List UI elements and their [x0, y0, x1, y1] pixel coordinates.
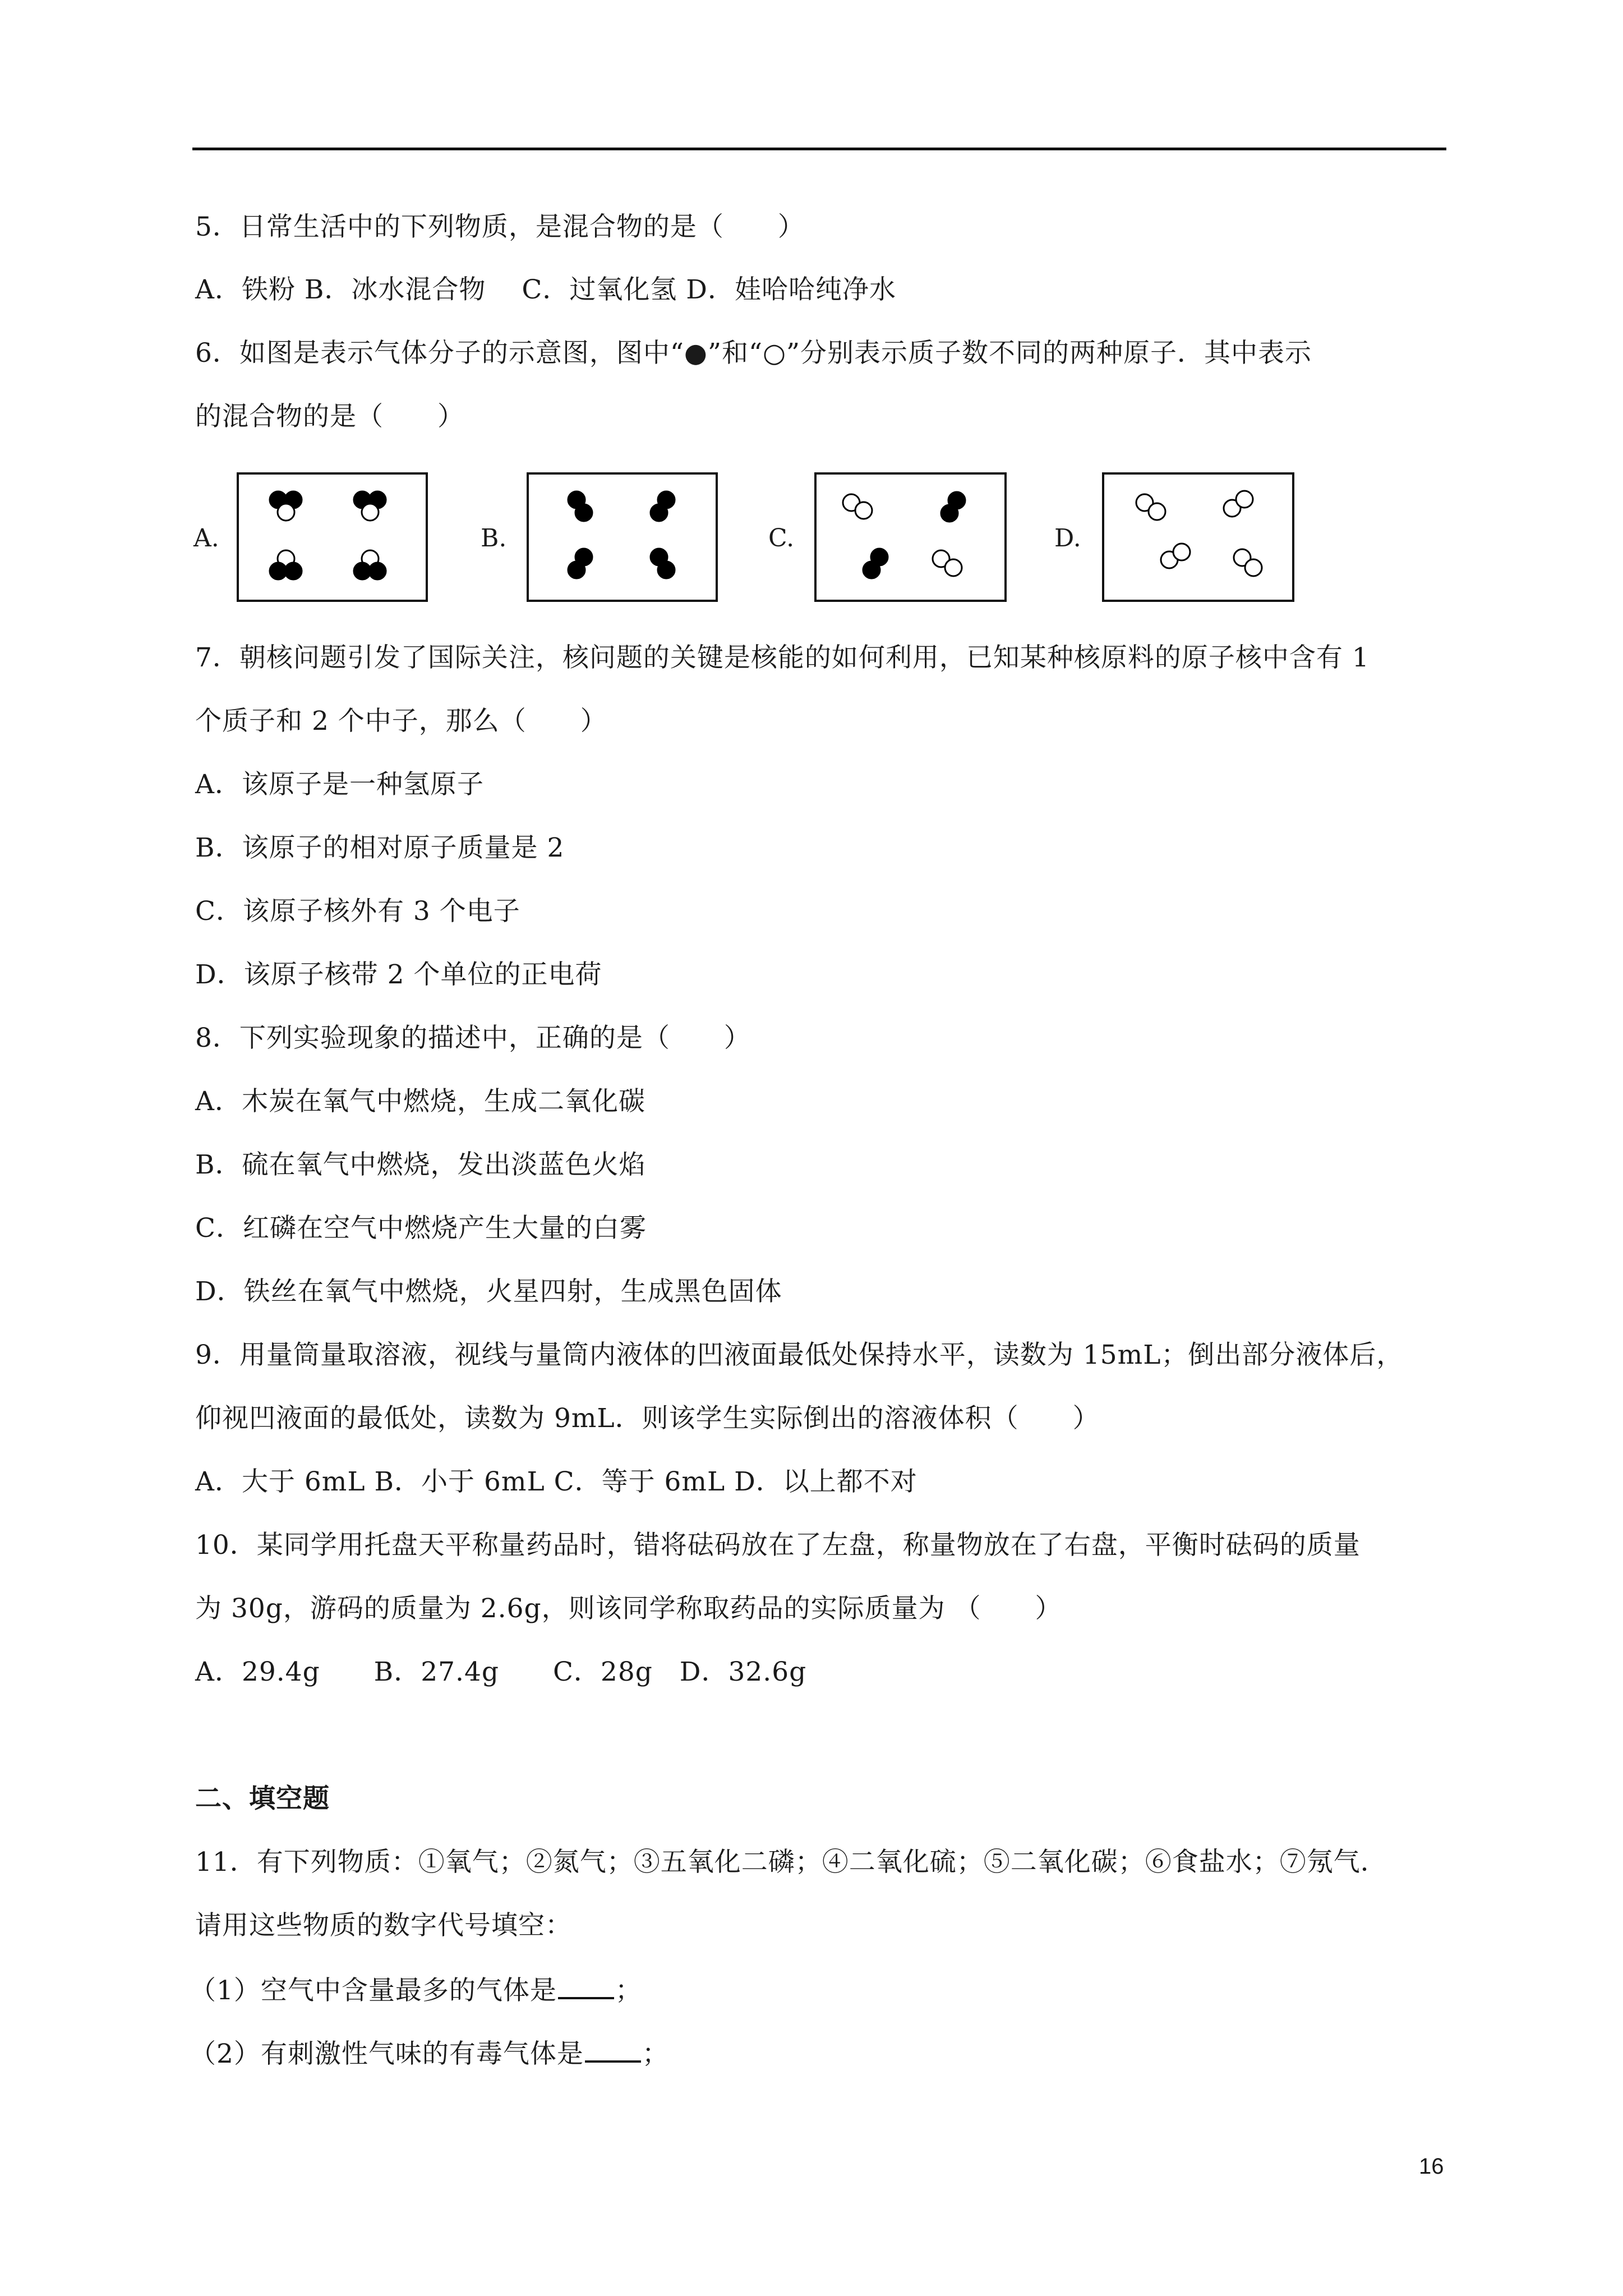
q6-diagram-a [237, 472, 428, 602]
q6-stem-line2: 的混合物的是（ ） [195, 401, 464, 432]
page-number: 16 [1419, 2154, 1444, 2179]
q11-sub1-text: （1）空气中含量最多的气体是 [190, 1975, 557, 2006]
q6-diagram-c [814, 472, 1007, 602]
q11-sub2-text: （2）有刺激性气味的有毒气体是 [190, 2039, 584, 2069]
q6-label-d: D. [1054, 524, 1081, 553]
header-rule [192, 148, 1446, 150]
q8-option-c: C．红磷在空气中燃烧产生大量的白雾 [195, 1213, 647, 1244]
q8-option-a: A．木炭在氧气中燃烧，生成二氧化碳 [195, 1086, 645, 1117]
q8-option-b: B．硫在氧气中燃烧，发出淡蓝色火焰 [195, 1149, 646, 1180]
q10-options: A．29.4g B．27.4g C．28g D．32.6g [195, 1657, 807, 1687]
q11-sub1 [190, 1972, 642, 2008]
q6-stem-line1: 6．如图是表示气体分子的示意图，图中“●”和“○”分别表示质子数不同的两种原子．其中表示 [195, 338, 1312, 369]
q6-diagram-b [527, 472, 718, 602]
q9-options: A．大于 6mL B．小于 6mL C．等于 6mL D．以上都不对 [195, 1466, 917, 1497]
q5-stem: 5．日常生活中的下列物质，是混合物的是（ ） [195, 211, 805, 242]
q7-stem-line1: 7．朝核问题引发了国际关注，核问题的关键是核能的如何利用，已知某种核原料的原子核中含有 1 [195, 642, 1370, 673]
q11-stem-line2: 请用这些物质的数字代号填空： [195, 1910, 572, 1941]
q7-stem-line2: 个质子和 2 个中子，那么（ ） [195, 706, 607, 737]
answer-blank[interactable] [558, 1972, 614, 1999]
q9-stem-line1: 9．用量筒量取溶液，视线与量筒内液体的凹液面最低处保持水平，读数为 15mL；倒出部分液体后， [195, 1340, 1404, 1370]
q9-stem-line2: 仰视凹液面的最低处，读数为 9mL．则该学生实际倒出的溶液体积（ ） [195, 1403, 1100, 1434]
q7-option-c: C．该原子核外有 3 个电子 [195, 896, 520, 927]
section-title: 二、填空题 [195, 1783, 330, 1814]
answer-blank[interactable] [585, 2036, 641, 2063]
q8-option-d: D．铁丝在氧气中燃烧，火星四射，生成黑色固体 [195, 1276, 782, 1307]
q8-stem: 8．下列实验现象的描述中，正确的是（ ） [195, 1023, 751, 1053]
q11-stem-line1: 11．有下列物质：①氧气；②氮气；③五氧化二磷；④二氧化硫；⑤二氧化碳；⑥食盐水；⑦氖气． [195, 1847, 1387, 1878]
q10-stem-line1: 10．某同学用托盘天平称量药品时，错将砝码放在了左盘，称量物放在了右盘，平衡时砝码的质量 [195, 1530, 1361, 1561]
q7-option-a: A．该原子是一种氢原子 [195, 769, 484, 800]
q7-option-b: B．该原子的相对原子质量是 2 [195, 832, 565, 863]
q11-sub2 [190, 2036, 669, 2071]
q11-sub2-sep: ； [642, 2039, 669, 2069]
q7-option-d: D．该原子核带 2 个单位的正电荷 [195, 959, 602, 990]
q6-label-c: C. [768, 524, 795, 553]
q6-label-b: B. [481, 524, 507, 553]
q10-stem-line2: 为 30g，游码的质量为 2.6g，则该同学称取药品的实际质量为 （ ） [195, 1593, 1062, 1624]
q11-sub1-sep: ； [615, 1975, 642, 2006]
q5-options: A．铁粉 B．冰水混合物 C．过氧化氢 D．娃哈哈纯净水 [195, 274, 896, 305]
q6-label-a: A. [193, 524, 219, 553]
q6-diagram-d [1102, 472, 1294, 602]
